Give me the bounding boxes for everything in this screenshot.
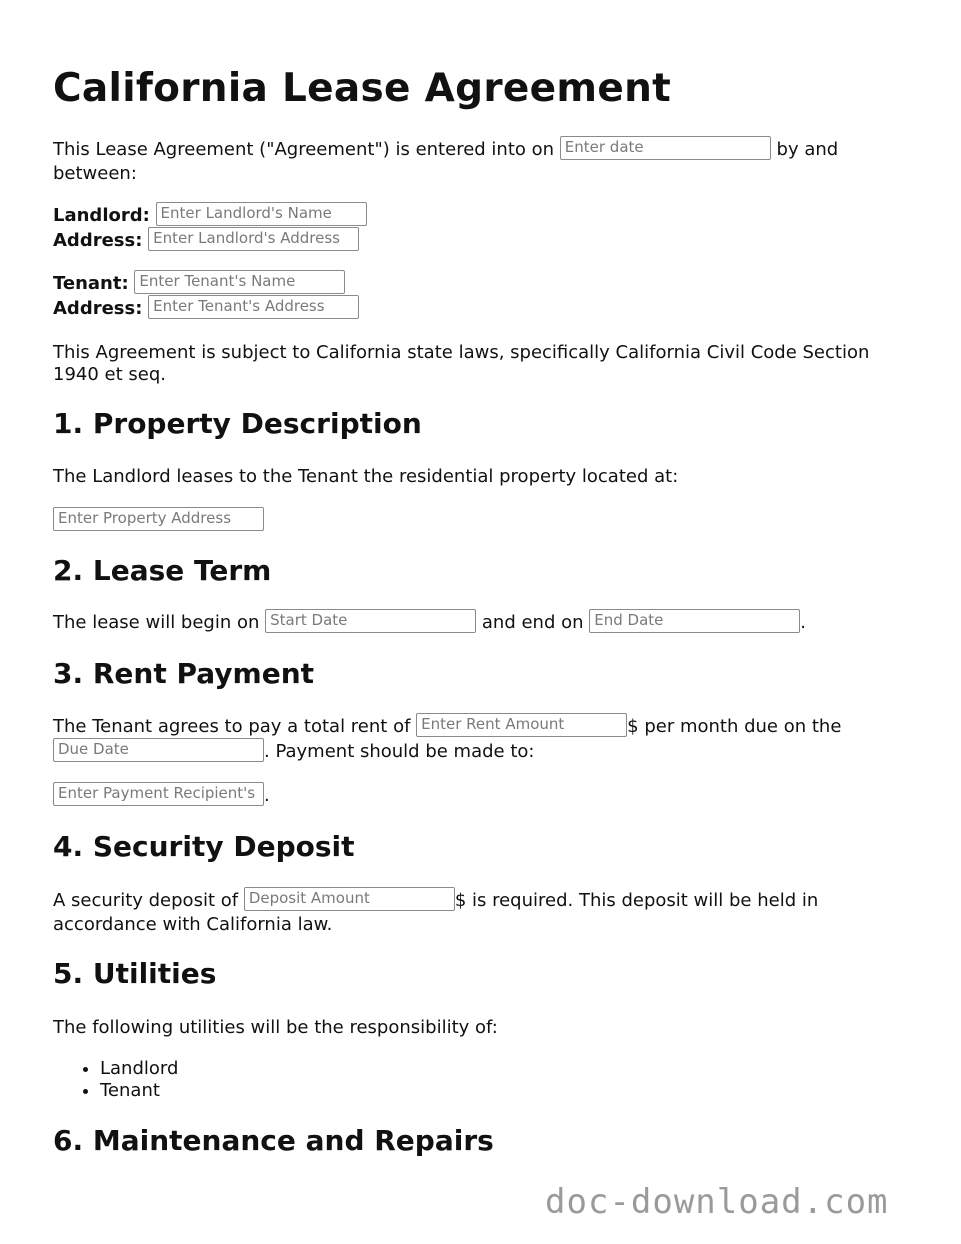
rent-line-2 — [53, 740, 534, 764]
landlord-name-label: Landlord: — [53, 205, 150, 226]
intro-text: This Lease Agreement ("Agreement") is entered into on — [53, 139, 555, 160]
deposit-amount-input[interactable]: Deposit Amount — [244, 887, 455, 911]
law-line-1: This Agreement is subject to California state laws, specifically California Civil Code Section — [53, 342, 870, 363]
term-begin-text: The lease will begin on — [53, 612, 260, 633]
rent-text-2: $ per month due on the — [627, 716, 842, 737]
utilities-text: The following utilities will be the responsibility of: — [53, 1017, 498, 1038]
deposit-line-2: accordance with California law. — [53, 914, 333, 935]
rent-amount-input[interactable]: Enter Rent Amount — [416, 713, 627, 737]
deposit-text-2: $ is required. This deposit will be held in — [454, 890, 819, 911]
tenant-address-label: Address: — [53, 298, 143, 319]
landlord-name-row — [53, 204, 367, 228]
law-line-2: 1940 et seq. — [53, 364, 166, 385]
intro-line-2: between: — [53, 163, 137, 184]
rent-period: . — [264, 785, 270, 806]
intro-text-after: by and — [776, 139, 839, 160]
watermark: doc-download.com — [545, 1182, 889, 1222]
landlord-address-label: Address: — [53, 230, 143, 251]
rent-text-3: . Payment should be made to: — [264, 741, 535, 762]
rent-text-1: The Tenant agrees to pay a total rent of — [53, 716, 411, 737]
property-text: The Landlord leases to the Tenant the residential property located at: — [53, 466, 679, 487]
tenant-name-label: Tenant: — [53, 273, 129, 294]
start-date-input[interactable]: Start Date — [265, 609, 476, 633]
deposit-line-1 — [53, 889, 818, 913]
term-period: . — [800, 612, 806, 633]
rent-line-3 — [53, 784, 270, 808]
property-address-input[interactable]: Enter Property Address — [53, 507, 264, 531]
list-item: • Landlord — [100, 1058, 178, 1080]
payment-recipient-input[interactable]: Enter Payment Recipient's — [53, 782, 264, 806]
utilities-list — [53, 1058, 178, 1102]
rent-line-1 — [53, 715, 841, 739]
property-address-row — [53, 509, 264, 533]
tenant-name-input[interactable]: Enter Tenant's Name — [134, 270, 345, 294]
section-heading-deposit: 4. Security Deposit — [53, 830, 355, 863]
section-heading-property: 1. Property Description — [53, 407, 422, 440]
page-title: California Lease Agreement — [53, 66, 672, 111]
intro-line-1 — [53, 138, 838, 162]
section-heading-term: 2. Lease Term — [53, 554, 272, 587]
section-heading-rent: 3. Rent Payment — [53, 657, 315, 690]
list-item: • Tenant — [100, 1080, 178, 1102]
section-heading-maintenance: 6. Maintenance and Repairs — [53, 1124, 494, 1157]
landlord-name-input[interactable]: Enter Landlord's Name — [156, 202, 367, 226]
agreement-date-input[interactable]: Enter date — [560, 136, 771, 160]
section-heading-utilities: 5. Utilities — [53, 957, 217, 990]
due-date-input[interactable]: Due Date — [53, 738, 264, 762]
term-row — [53, 611, 806, 635]
tenant-address-row — [53, 297, 359, 321]
tenant-name-row — [53, 272, 345, 296]
term-end-text: and end on — [481, 612, 584, 633]
landlord-address-input[interactable]: Enter Landlord's Address — [148, 227, 359, 251]
end-date-input[interactable]: End Date — [589, 609, 800, 633]
deposit-text-1: A security deposit of — [53, 890, 239, 911]
landlord-address-row — [53, 229, 359, 253]
tenant-address-input[interactable]: Enter Tenant's Address — [148, 295, 359, 319]
